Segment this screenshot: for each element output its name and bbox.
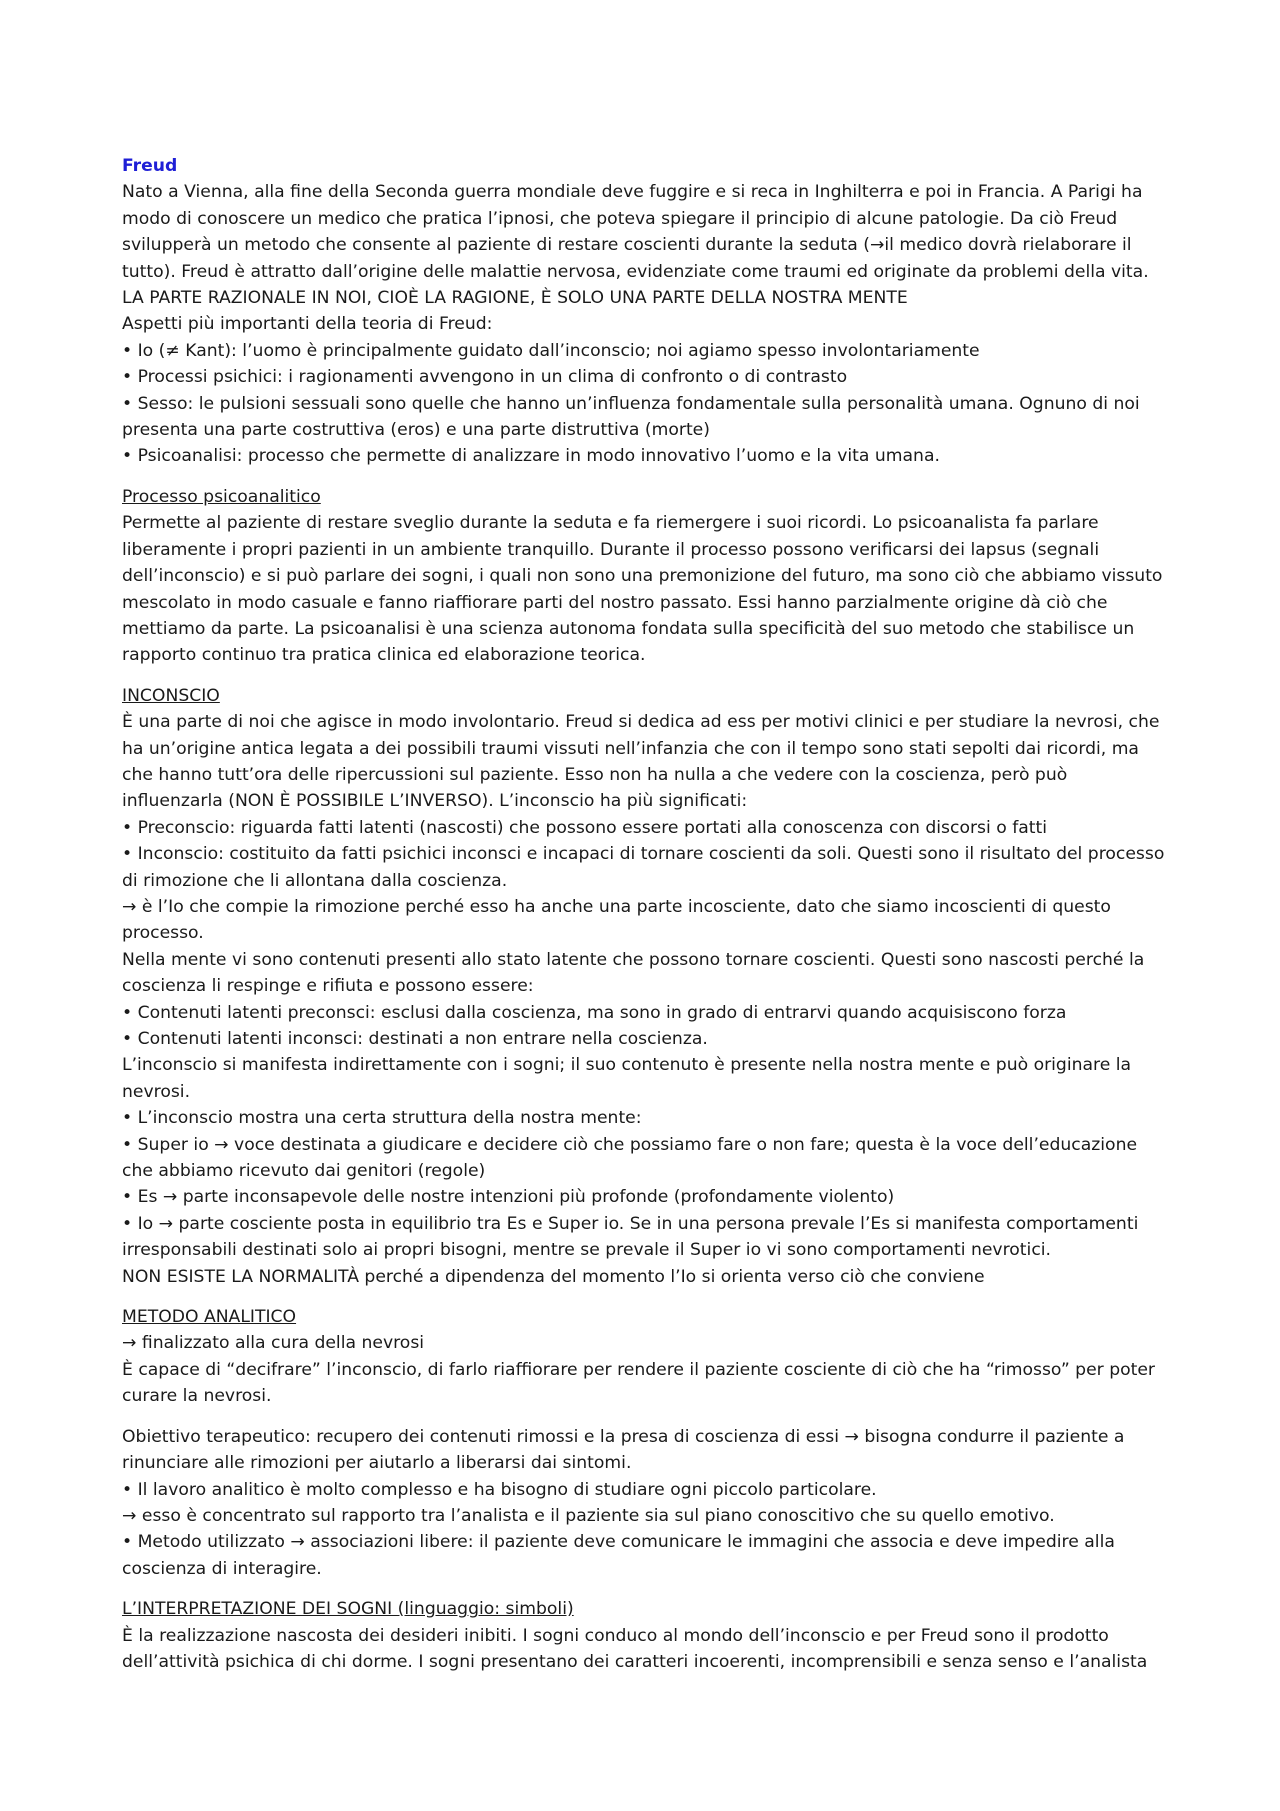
intro-list-lead: Aspetti più importanti della teoria di Freud: <box>122 314 493 335</box>
list-item: • Metodo utilizzato → associazioni libere: il paziente deve comunicare le immagini che associa e deve impedire alla coscienza di interagire. <box>122 1532 1115 1579</box>
list-item: → è l’Io che compie la rimozione perché esso ha anche una parte incosciente, dato che siamo incoscienti di questo processo. <box>122 896 1111 944</box>
list-item: • Processi psichici: i ragionamenti avvengono in un clima di confronto o di contrasto <box>122 367 848 388</box>
section-heading: METODO ANALITICO <box>122 1307 297 1328</box>
inconscio-section <box>122 683 1172 1290</box>
section-paragraph: NON ESISTE LA NORMALITÀ perché a dipendenza del momento l’Io si orienta verso ciò che conviene <box>122 1266 985 1287</box>
section-paragraph: L’inconscio si manifesta indirettamente con i sogni; il suo contenuto è presente nella nostra mente e può originare la nevrosi. <box>122 1055 1132 1102</box>
list-item: • Il lavoro analitico è molto complesso e ha bisogno di studiare ogni piccolo particolare. <box>122 1479 877 1500</box>
section-heading: Processo psicoanalitico <box>122 486 321 507</box>
document-page <box>122 153 1172 1675</box>
list-item: • Io → parte cosciente posta in equilibrio tra Es e Super io. Se in una persona prevale l’Es si manifesta comportamenti irresponsabili destinati solo ai propri bisogni, mentre se prevale il Super io vi sono comportamenti nevrotici. <box>122 1213 1139 1261</box>
list-item: • Contenuti latenti inconsci: destinati a non entrare nella coscienza. <box>122 1029 708 1049</box>
list-item: → finalizzato alla cura della nevrosi <box>122 1333 425 1354</box>
section-heading: INCONSCIO <box>122 685 220 706</box>
intro-statement: LA PARTE RAZIONALE IN NOI, CIOÈ LA RAGIONE, È SOLO UNA PARTE DELLA NOSTRA MENTE <box>122 288 908 309</box>
processo-section <box>122 484 1172 669</box>
list-item: • Super io → voce destinata a giudicare e decidere ciò che possiamo fare o non fare; questa è la voce dell’educazione che abbiamo ricevuto dai genitori (regole) <box>122 1134 1138 1182</box>
section-paragraph: È la realizzazione nascosta dei desideri inibiti. I sogni conduco al mondo dell’inconscio e per Freud sono il prodotto dell’attività psichica di chi dorme. I sogni presentano dei caratteri incoerenti, incomprensibili e senza senso e l’analista <box>122 1625 1148 1672</box>
list-item: • L’inconscio mostra una certa struttura della nostra mente: <box>122 1108 642 1129</box>
intro-paragraph: Nato a Vienna, alla fine della Seconda guerra mondiale deve fuggire e si reca in Inghilterra e poi in Francia. A Parigi ha modo di conoscere un medico che pratica l’ipnosi, che poteva spiegare il principio di alcune patologie. Da ciò Freud svilupperà un metodo che consente al paziente di restare coscienti durante la seduta (→il medico dovrà rielaborare il tutto). Freud è attratto dall’origine delle malattie nervosa, evidenziate come traumi ed originate da problemi della vita. <box>122 182 1149 282</box>
list-item: • Inconscio: costituito da fatti psichici inconsci e incapaci di tornare coscienti da soli. Questi sono il risultato del processo di rimozione che li allontana dalla coscienza. <box>122 844 1165 891</box>
section-paragraph: È capace di “decifrare” l’inconscio, di farlo riaffiorare per rendere il paziente cosciente di ciò che ha “rimosso” per poter curare la nevrosi. <box>122 1359 1156 1407</box>
list-item: • Preconscio: riguarda fatti latenti (nascosti) che possono essere portati alla conoscenza con discorsi o fatti <box>122 817 1048 838</box>
section-paragraph: Permette al paziente di restare sveglio durante la seduta e fa riemergere i suoi ricordi. Lo psicoanalista fa parlare liberamente i propri pazienti in un ambiente tranquillo. Durante il processo possono verificarsi dei lapsus (segnali dell’inconscio) e si può parlare dei sogni, i quali non sono una premonizione del futuro, ma sono ciò che abbiamo vissuto mescolato in modo casuale e fanno riaffiorare parti del nostro passato. Essi hanno parzialmente origine dà ciò che mettiamo da parte. La psicoanalisi è una scienza autonoma fondata sulla specificità del suo metodo che stabilisce un rapporto continuo tra pratica clinica ed elaborazione teorica. <box>122 513 1163 666</box>
metodo-section <box>122 1304 1172 1410</box>
section-paragraph: Nella mente vi sono contenuti presenti allo stato latente che possono tornare coscienti. Questi sono nascosti perché la coscienza li respinge e rifiuta e possono essere: <box>122 949 1145 997</box>
list-item: • Contenuti latenti preconsci: esclusi dalla coscienza, ma sono in grado di entrarvi quando acquisiscono forza <box>122 1002 1067 1023</box>
section-paragraph: È una parte di noi che agisce in modo involontario. Freud si dedica ad ess per motivi clinici e per studiare la nevrosi, che ha un’origine antica legata a dei possibili traumi vissuti nell’infanzia che con il tempo sono stati sepolti dai ricordi, ma che hanno tutt’ora delle ripercussioni sul paziente. Esso non ha nulla a che vedere con la coscienza, però può influenzarla (NON È POSSIBILE L’INVERSO). L’inconscio ha più significati: <box>122 712 1160 812</box>
document-title: Freud <box>122 156 178 176</box>
section-paragraph: Obiettivo terapeutico: recupero dei contenuti rimossi e la presa di coscienza di essi → bisogna condurre il paziente a rinunciare alle rimozioni per aiutarlo a liberarsi dai sintomi. <box>122 1426 1125 1474</box>
list-item: • Es → parte inconsapevole delle nostre intenzioni più profonde (profondamente violento) <box>122 1187 895 1208</box>
section-heading: L’INTERPRETAZIONE DEI SOGNI (linguaggio: simboli) <box>122 1599 574 1620</box>
list-item: • Io (≠ Kant): l’uomo è principalmente guidato dall’inconscio; noi agiamo spesso involontariamente <box>122 340 980 361</box>
obiettivo-section <box>122 1424 1172 1582</box>
list-item: • Sesso: le pulsioni sessuali sono quelle che hanno un’influenza fondamentale sulla personalità umana. Ognuno di noi presenta una parte costruttiva (eros) e una parte distruttiva (morte) <box>122 393 1140 441</box>
list-item: • Psicoanalisi: processo che permette di analizzare in modo innovativo l’uomo e la vita umana. <box>122 446 940 467</box>
list-item: → esso è concentrato sul rapporto tra l’analista e il paziente sia sul piano conoscitivo che su quello emotivo. <box>122 1505 1055 1526</box>
intro-section <box>122 179 1172 469</box>
sogni-section <box>122 1596 1172 1675</box>
